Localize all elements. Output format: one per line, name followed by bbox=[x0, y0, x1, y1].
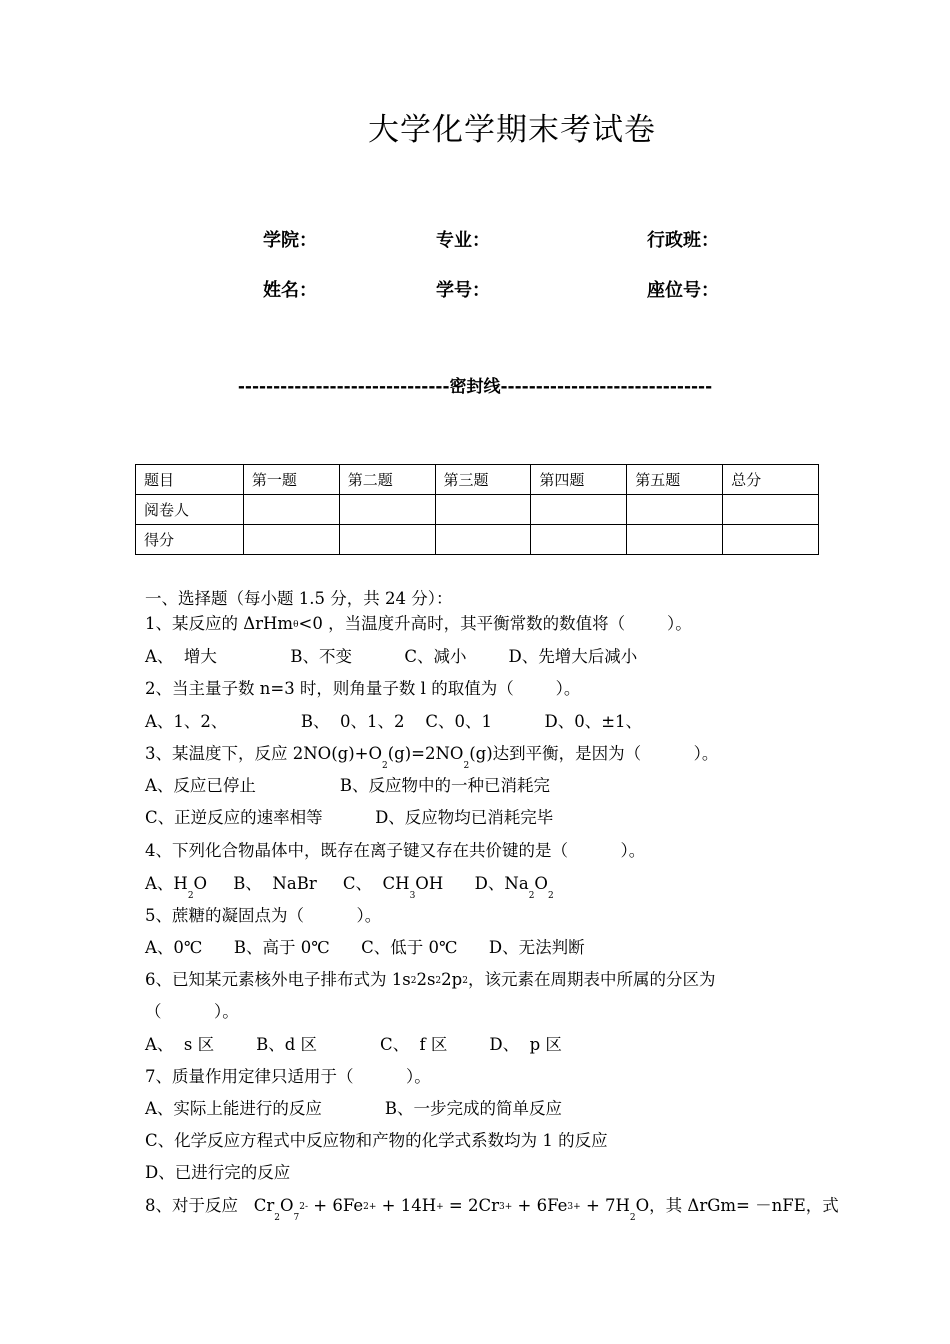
table-cell bbox=[339, 525, 435, 555]
question-6-blank: （ ）。 bbox=[145, 1002, 239, 1021]
table-cell: 题目 bbox=[136, 465, 244, 495]
question-8-stem: 8、对于反应 $Cr_2O_7^{2-} + 6Fe^{2+} + 14H^+ = 2Cr^{3+} + 6Fe^{3+} + 7H_2O$，其 ΔrGm= －nFE，式 bbox=[145, 1196, 839, 1223]
question-3-options-ab: A、反应已停止 B、反应物中的一种已消耗完 bbox=[145, 776, 550, 795]
seat-label: 座位号： bbox=[647, 280, 719, 301]
grader-row bbox=[136, 495, 819, 525]
table-cell bbox=[435, 525, 531, 555]
score-row bbox=[136, 525, 819, 555]
question-2-options: A、1、2、 B、 0、1、2 C、0、1 D、0、±1、 bbox=[145, 712, 643, 731]
question-7-option-c: C、化学反应方程式中反应物和产物的化学式系数均为 1 的反应 bbox=[145, 1131, 608, 1150]
table-cell bbox=[435, 495, 531, 525]
table-cell bbox=[531, 525, 627, 555]
question-3-options-cd: C、正逆反应的速率相等 D、反应物均已消耗完毕 bbox=[145, 808, 554, 827]
table-cell: 第五题 bbox=[627, 465, 723, 495]
table-cell bbox=[243, 495, 339, 525]
table-cell: 第四题 bbox=[531, 465, 627, 495]
table-cell: 第三题 bbox=[435, 465, 531, 495]
table-cell: 阅卷人 bbox=[136, 495, 244, 525]
question-1-stem: 1、某反应的 ΔrHm$^\theta$<0 ，当温度升高时，其平衡常数的数值将（ ）。 bbox=[145, 614, 692, 633]
table-cell bbox=[723, 525, 819, 555]
table-cell bbox=[531, 495, 627, 525]
exam-title: 大学化学期末考试卷 bbox=[368, 112, 656, 148]
major-label: 专业： bbox=[436, 230, 490, 251]
table-cell bbox=[339, 495, 435, 525]
question-7-stem: 7、质量作用定律只适用于（ ）。 bbox=[145, 1067, 431, 1086]
question-1-options: A、 增大 B、不变 C、减小 D、先增大后减小 bbox=[145, 647, 638, 666]
question-7-options-ab: A、实际上能进行的反应 B、一步完成的简单反应 bbox=[145, 1099, 562, 1118]
question-4-options: A、$H_2O$ B、 NaBr C、 $CH_3OH$ D、$Na_2O_2$ bbox=[145, 874, 554, 901]
table-cell bbox=[627, 495, 723, 525]
table-cell bbox=[723, 495, 819, 525]
college-label: 学院： bbox=[263, 230, 317, 251]
name-label: 姓名： bbox=[263, 280, 317, 301]
table-cell: 第二题 bbox=[339, 465, 435, 495]
question-2-stem: 2、当主量子数 n=3 时，则角量子数 l 的取值为（ ）。 bbox=[145, 679, 581, 698]
score-table-header-row bbox=[136, 465, 819, 495]
student-id-label: 学号： bbox=[436, 280, 490, 301]
seal-line: ------------------------------密封线------------------------------ bbox=[237, 377, 713, 397]
section-heading: 一、选择题（每小题 1.5 分，共 24 分）： bbox=[145, 589, 453, 608]
score-table bbox=[135, 464, 819, 555]
table-cell bbox=[627, 525, 723, 555]
class-label: 行政班： bbox=[647, 230, 719, 251]
table-cell: 总分 bbox=[723, 465, 819, 495]
question-5-options: A、0℃ B、高于 0℃ C、低于 0℃ D、无法判断 bbox=[145, 938, 585, 957]
question-4-stem: 4、下列化合物晶体中，既存在离子键又存在共价键的是（ ）。 bbox=[145, 841, 646, 860]
question-6-options: A、 s 区 B、d 区 C、 f 区 D、 p 区 bbox=[145, 1035, 562, 1054]
question-6-stem: 6、已知某元素核外电子排布式为 $1s^22s^22p^2$，该元素在周期表中所属的分区为 bbox=[145, 970, 716, 989]
table-cell: 第一题 bbox=[243, 465, 339, 495]
question-3-stem: 3、某温度下，反应 $2NO(g)+O_2(g)=2NO_2(g)$达到平衡，是因为（ ）。 bbox=[145, 744, 719, 771]
question-7-option-d: D、已进行完的反应 bbox=[145, 1163, 291, 1182]
table-cell: 得分 bbox=[136, 525, 244, 555]
table-cell bbox=[243, 525, 339, 555]
question-5-stem: 5、蔗糖的凝固点为（ ）。 bbox=[145, 906, 382, 925]
